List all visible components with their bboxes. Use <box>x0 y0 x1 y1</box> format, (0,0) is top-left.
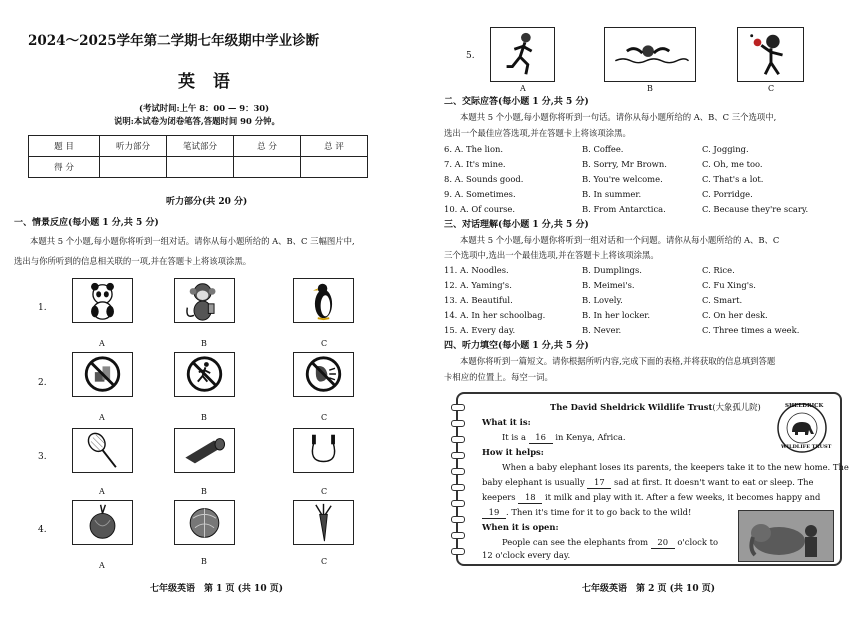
section2-instruction-2: 选出一个最佳应答选项,并在答题卡上将该项涂黑。 <box>444 128 631 138</box>
how-line-4-end: . Then it's time for it to go back to the wild! <box>506 507 692 517</box>
q2-a-label: A <box>99 413 105 422</box>
blank-19[interactable]: 19 <box>482 508 506 519</box>
q11-option-a[interactable]: 11. A. Noodles. <box>444 265 509 275</box>
q3-option-a-image[interactable] <box>72 428 133 473</box>
q2-option-c-image[interactable] <box>293 352 354 397</box>
cabbage-icon <box>175 501 234 544</box>
q9-option-a[interactable]: 9. A. Sometimes. <box>444 189 516 199</box>
how-line-4 <box>482 508 691 519</box>
no-shouting-sign-icon <box>294 353 353 396</box>
score-cell <box>100 157 167 178</box>
notebook-card <box>456 392 849 566</box>
blank-20[interactable]: 20 <box>651 538 675 549</box>
q13-option-b[interactable]: B. Lovely. <box>582 295 623 305</box>
carrot-icon <box>294 501 353 544</box>
section1-instruction-2: 选出与你所听到的信息相关联的一项,并在答题卡上将该项涂黑。 <box>14 256 252 266</box>
panda-icon <box>73 279 132 322</box>
q12-option-c[interactable]: C. Fu Xing's. <box>702 280 756 290</box>
binder-ring <box>451 436 465 443</box>
binder-ring <box>451 468 465 475</box>
section2-title: 二、交际应答(每小题 1 分,共 5 分) <box>444 97 589 107</box>
q1-b-label: B <box>201 339 207 348</box>
q5-a-label: A <box>520 84 526 93</box>
when-line-1 <box>502 538 718 549</box>
swimmer-icon <box>605 28 695 81</box>
q15-option-b[interactable]: B. Never. <box>582 325 622 335</box>
question-number: 2. <box>38 378 47 388</box>
logo-bottom-text: WILDLIFE TRUST <box>781 444 832 450</box>
what-label: What it is: <box>482 417 531 427</box>
q3-b-label: B <box>201 487 207 496</box>
q4-c-label: C <box>321 557 328 566</box>
exam-note: 说明:本试卷为闭卷笔答,答题时间 90 分钟。 <box>114 116 280 126</box>
q7-option-c[interactable]: C. Oh, me too. <box>702 159 763 169</box>
q5-option-a-image[interactable] <box>490 27 555 82</box>
what-text-start: It is a <box>502 432 526 442</box>
q5-b-label: B <box>647 84 653 93</box>
q1-c-label: C <box>321 339 328 348</box>
score-header-overall: 总 评 <box>301 136 368 157</box>
q13-option-a[interactable]: 13. A. Beautiful. <box>444 295 513 305</box>
q10-option-c[interactable]: C. Because they're scary. <box>702 204 809 214</box>
q4-a-label: A <box>99 561 105 570</box>
section2-instruction-1: 本题共 5 个小题,每小题你将听到一句话。请你从每小题所给的 A、B、C 三个选项中, <box>460 112 777 122</box>
listening-header: 听力部分(共 20 分) <box>166 197 248 207</box>
q11-option-c[interactable]: C. Rice. <box>702 265 735 275</box>
q8-option-b[interactable]: B. You're welcome. <box>582 174 663 184</box>
q8-option-c[interactable]: C. That's a lot. <box>702 174 764 184</box>
q14-option-b[interactable]: B. In her locker. <box>582 310 651 320</box>
q3-option-b-image[interactable] <box>174 428 235 473</box>
binder-ring <box>451 532 465 539</box>
sheldrick-logo <box>776 402 832 454</box>
elephant-photo <box>738 510 834 562</box>
binder-ring <box>451 484 465 491</box>
monkey-icon <box>175 279 234 322</box>
q3-c-label: C <box>321 487 328 496</box>
q9-option-b[interactable]: B. In summer. <box>582 189 642 199</box>
q7-option-a[interactable]: 7. A. It's mine. <box>444 159 506 169</box>
when-line-1-end: o'clock to <box>677 537 718 547</box>
how-line-3 <box>482 493 820 504</box>
ping-pong-player-icon <box>738 28 803 81</box>
q4-b-label: B <box>201 557 207 566</box>
how-line-2 <box>482 478 814 489</box>
notebook-title: The David Sheldrick Wildlife Trust <box>550 402 713 412</box>
notebook-title-cn: (大象孤儿院) <box>712 402 761 412</box>
q11-option-b[interactable]: B. Dumplings. <box>582 265 642 275</box>
score-header-item: 题 目 <box>29 136 100 157</box>
score-row-label: 得 分 <box>29 157 100 178</box>
blank-17[interactable]: 17 <box>587 478 611 489</box>
section1-instruction-1: 本题共 5 个小题,每小题你将听到一组对话。请你从每小题所给的 A、B、C 三幅图片中, <box>30 236 355 246</box>
when-line-1-start: People can see the elephants from <box>502 537 649 547</box>
score-header-written: 笔试部分 <box>167 136 234 157</box>
what-text-end: in Kenya, Africa. <box>555 432 626 442</box>
section1-title: 一、情景反应(每小题 1 分,共 5 分) <box>14 218 159 228</box>
binder-ring <box>451 404 465 411</box>
q9-option-c[interactable]: C. Porridge. <box>702 189 753 199</box>
when-line-2: 12 o'clock every day. <box>482 550 571 560</box>
question-number: 4. <box>38 525 47 535</box>
how-line-1: When a baby elephant loses its parents, the keepers take it to the new home. The <box>502 462 849 472</box>
penguin-icon <box>294 279 353 322</box>
runner-icon <box>491 28 554 81</box>
q13-option-c[interactable]: C. Smart. <box>702 295 743 305</box>
q15-option-c[interactable]: C. Three times a week. <box>702 325 800 335</box>
binder-ring <box>451 500 465 507</box>
how-label: How it helps: <box>482 447 544 457</box>
q5-c-label: C <box>768 84 775 93</box>
q1-option-a-image[interactable] <box>72 278 133 323</box>
section3-title: 三、对话理解(每小题 1 分,共 5 分) <box>444 220 589 230</box>
how-line-3-end: it milk and play with it. After a few weeks, it becomes happy and <box>544 492 821 502</box>
q7-option-b[interactable]: B. Sorry, Mr Brown. <box>582 159 667 169</box>
right-page <box>432 0 861 621</box>
q10-option-a[interactable]: 10. A. Of course. <box>444 204 516 214</box>
section4-instruction-1: 本题你将听到一篇短文。请你根据所听内容,完成下面的表格,并将获取的信息填到答题 <box>460 356 776 366</box>
question-number: 1. <box>38 303 47 313</box>
score-header-total: 总 分 <box>234 136 301 157</box>
onion-icon <box>73 501 132 544</box>
q3-a-label: A <box>99 487 105 496</box>
jump-rope-icon <box>294 429 353 472</box>
how-line-3-start: keepers <box>482 492 516 502</box>
blank-18[interactable]: 18 <box>518 493 542 504</box>
q4-option-b-image[interactable] <box>174 500 235 545</box>
q4-option-c-image[interactable] <box>293 500 354 545</box>
left-footer: 七年级英语 第 1 页 (共 10 页) <box>150 584 283 594</box>
q6-option-c[interactable]: C. Jogging. <box>702 144 749 154</box>
no-running-sign-icon <box>175 353 234 396</box>
how-line-2-end: sad at first. It doesn't want to eat or sleep. The <box>614 477 814 487</box>
q14-option-c[interactable]: C. On her desk. <box>702 310 768 320</box>
section3-instruction-1: 本题共 5 个小题,每小题你将听到一组对话和一个问题。请你从每小题所给的 A、B、C <box>460 235 780 245</box>
q14-option-a[interactable]: 14. A. In her schoolbag. <box>444 310 546 320</box>
q1-option-b-image[interactable] <box>174 278 235 323</box>
left-page <box>0 0 430 621</box>
q2-option-b-image[interactable] <box>174 352 235 397</box>
what-line <box>502 433 626 444</box>
score-table <box>28 135 368 178</box>
elephant-photo-icon <box>739 511 833 561</box>
q12-option-b[interactable]: B. Meimei's. <box>582 280 635 290</box>
yoga-mat-icon <box>175 429 234 472</box>
question-number: 3. <box>38 452 47 462</box>
no-food-sign-icon <box>73 353 132 396</box>
section4-instruction-2: 卡相应的位置上。每空一词。 <box>444 372 553 382</box>
binder-ring <box>451 516 465 523</box>
q10-option-b[interactable]: B. From Antarctica. <box>582 204 666 214</box>
q3-option-c-image[interactable] <box>293 428 354 473</box>
how-line-2-start: baby elephant is usually <box>482 477 585 487</box>
binder-ring <box>451 452 465 459</box>
score-cell <box>301 157 368 178</box>
subject-title: 英 语 <box>178 72 236 92</box>
q5-option-b-image[interactable] <box>604 27 696 82</box>
when-label: When it is open: <box>482 522 559 532</box>
q6-option-b[interactable]: B. Coffee. <box>582 144 624 154</box>
question-number: 5. <box>466 51 475 61</box>
q2-option-a-image[interactable] <box>72 352 133 397</box>
binder-ring <box>451 420 465 427</box>
score-cell <box>234 157 301 178</box>
q4-option-a-image[interactable] <box>72 500 133 545</box>
logo-top-text: SHELDRICK <box>785 403 824 409</box>
q12-option-a[interactable]: 12. A. Yaming's. <box>444 280 512 290</box>
section3-instruction-2: 三个选项中,选出一个最佳选项,并在答题卡上将该项涂黑。 <box>444 250 659 260</box>
binder-ring <box>451 548 465 555</box>
q1-a-label: A <box>99 339 105 348</box>
notebook-title-line <box>550 403 761 413</box>
q15-option-a[interactable]: 15. A. Every day. <box>444 325 516 335</box>
score-cell <box>167 157 234 178</box>
q6-option-a[interactable]: 6. A. The lion. <box>444 144 504 154</box>
q1-option-c-image[interactable] <box>293 278 354 323</box>
exam-time: (考试时间:上午 8：00 — 9：30) <box>139 103 270 113</box>
section4-title: 四、听力填空(每小题 1 分,共 5 分) <box>444 341 589 351</box>
score-header-listening: 听力部分 <box>100 136 167 157</box>
blank-16[interactable]: 16 <box>529 433 553 444</box>
badminton-racket-icon <box>73 429 132 472</box>
right-footer: 七年级英语 第 2 页 (共 10 页) <box>582 584 715 594</box>
q5-option-c-image[interactable] <box>737 27 804 82</box>
q2-b-label: B <box>201 413 207 422</box>
q8-option-a[interactable]: 8. A. Sounds good. <box>444 174 524 184</box>
q2-c-label: C <box>321 413 328 422</box>
exam-title: 2024～2025学年第二学期七年级期中学业诊断 <box>28 33 320 49</box>
